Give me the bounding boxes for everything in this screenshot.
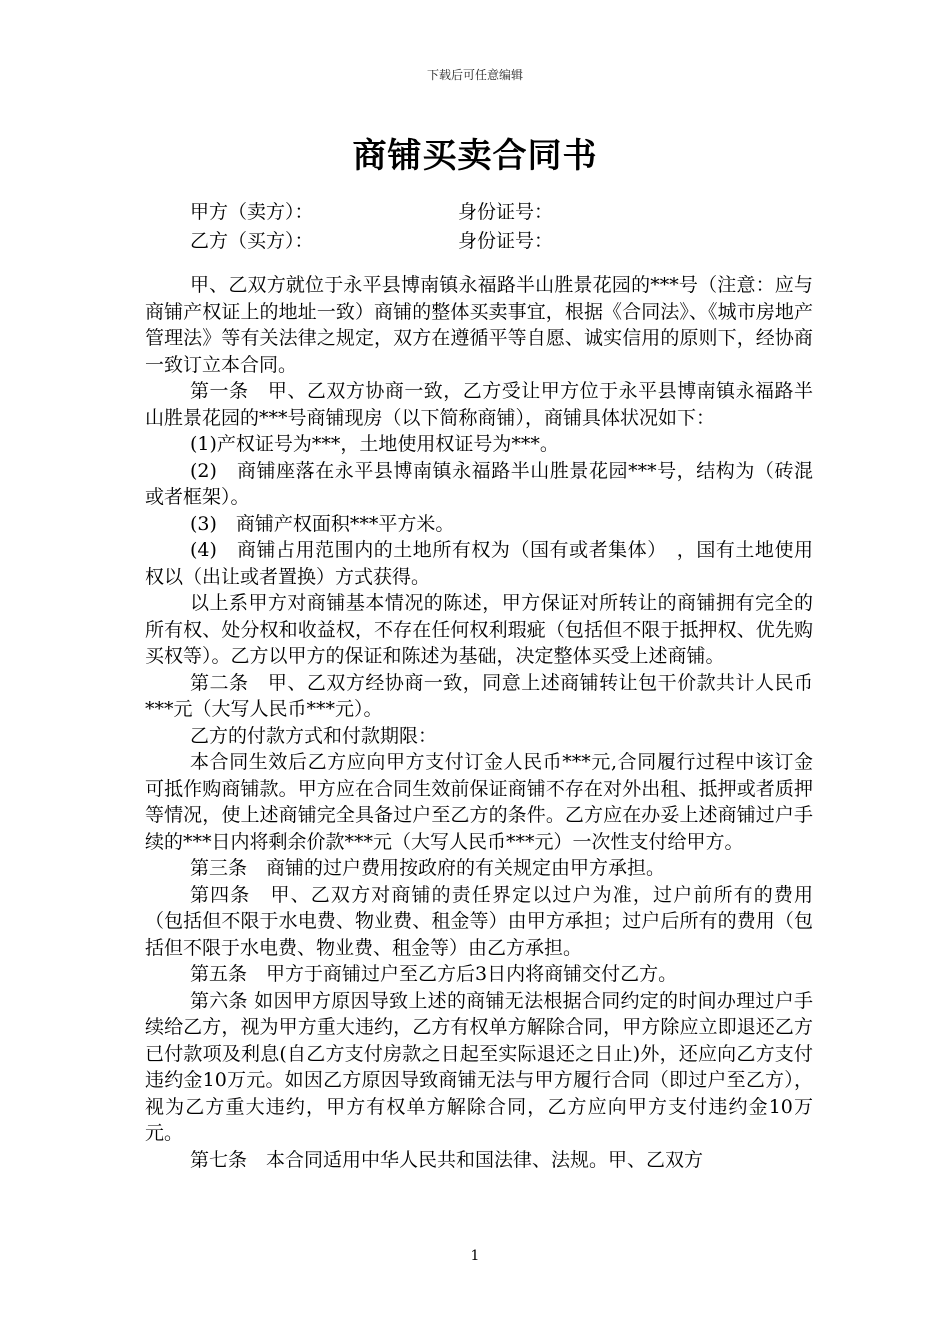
paragraph-article-6: 第六条 如因甲方原因导致上述的商铺无法根据合同约定的时间办理过户手续给乙方，视为甲方重大违约，乙方有权单方解除合同，甲方除应立即退还乙方已付款项及利息(自乙方支付房款之日起至实际退还之日止)外，还应向乙方支付违约金10万元。如因乙方原因导致商铺无法与甲方履行合同（即过户至乙方），视为乙方重大违约，甲方有权单方解除合同，乙方应向甲方支付违约金10万元。 <box>145 989 813 1144</box>
buyer-id-label: 身份证号： <box>458 230 554 252</box>
paragraph-payment-terms: 本合同生效后乙方应向甲方支付订金人民币***元,合同履行过程中该订金可抵作购商铺款。甲方应在合同生效前保证商铺不存在对外出租、抵押或者质押等情况，使上述商铺完全具备过户至乙方的条件。乙方应在办妥上述商铺过户手续的***日内将剩余价款***元（大写人民币***元）一次性支付给甲方。 <box>145 751 813 853</box>
party-buyer-row <box>190 227 790 256</box>
paragraph-article-2: 第二条 甲、乙双方经协商一致，同意上述商铺转让包干价款共计人民币***元（大写人民币***元）。 <box>145 671 813 720</box>
paragraph-article-4: 第四条 甲、乙双方对商铺的责任界定以过户为准，过户前所有的费用（包括但不限于水电费、物业费、租金等）由甲方承担；过户后所有的费用（包括但不限于水电费、物业费、租金等）由乙方承担。 <box>145 883 813 959</box>
paragraph-article-5: 第五条 甲方于商铺过户至乙方后3日内将商铺交付乙方。 <box>190 963 678 985</box>
paragraph-item-3: (3) 商铺产权面积***平方米。 <box>190 512 455 535</box>
seller-id-label: 身份证号： <box>458 201 554 223</box>
paragraph-warranty: 以上系甲方对商铺基本情况的陈述，甲方保证对所转让的商铺拥有完全的所有权、处分权和收益权，不存在任何权利瑕疵（包括但不限于抵押权、优先购买权等）。乙方以甲方的保证和陈述为基础，决定整体买受上述商铺。 <box>145 592 813 667</box>
paragraph-payment-heading: 乙方的付款方式和付款期限： <box>190 724 438 747</box>
party-seller-row <box>190 198 790 227</box>
party-buyer-label: 乙方（买方）： <box>190 230 314 252</box>
contract-body <box>145 272 813 1173</box>
paragraph-intro: 甲、乙双方就位于永平县博南镇永福路半山胜景花园的***号（注意：应与商铺产权证上的地址一致）商铺的整体买卖事宜，根据《合同法》、《城市房地产管理法》等有关法律之规定，双方在遵循平等自愿、诚实信用的原则下，经协商一致订立本合同。 <box>145 274 813 376</box>
page-number: 1 <box>470 1248 480 1264</box>
parties-block <box>190 198 790 256</box>
paragraph-article-1: 第一条 甲、乙双方协商一致，乙方受让甲方位于永平县博南镇永福路半山胜景花园的***号商铺现房（以下简称商铺），商铺具体状况如下： <box>145 380 813 429</box>
paragraph-article-3: 第三条 商铺的过户费用按政府的有关规定由甲方承担。 <box>190 857 666 879</box>
paragraph-item-4: (4) 商铺占用范围内的土地所有权为（国有或者集体） ，国有土地使用权以（出让或者置换）方式获得。 <box>145 539 813 588</box>
document-title: 商铺买卖合同书 <box>352 136 598 176</box>
paragraph-item-1: (1)产权证号为***，土地使用权证号为***。 <box>190 433 559 455</box>
party-seller-label: 甲方（卖方）： <box>190 201 314 223</box>
paragraph-item-2: (2) 商铺座落在永平县博南镇永福路半山胜景花园***号，结构为（砖混或者框架）。 <box>145 459 813 508</box>
header-note: 下载后可任意编辑 <box>426 68 523 82</box>
paragraph-article-7: 第七条 本合同适用中华人民共和国法律、法规。甲、乙双方 <box>190 1148 704 1171</box>
